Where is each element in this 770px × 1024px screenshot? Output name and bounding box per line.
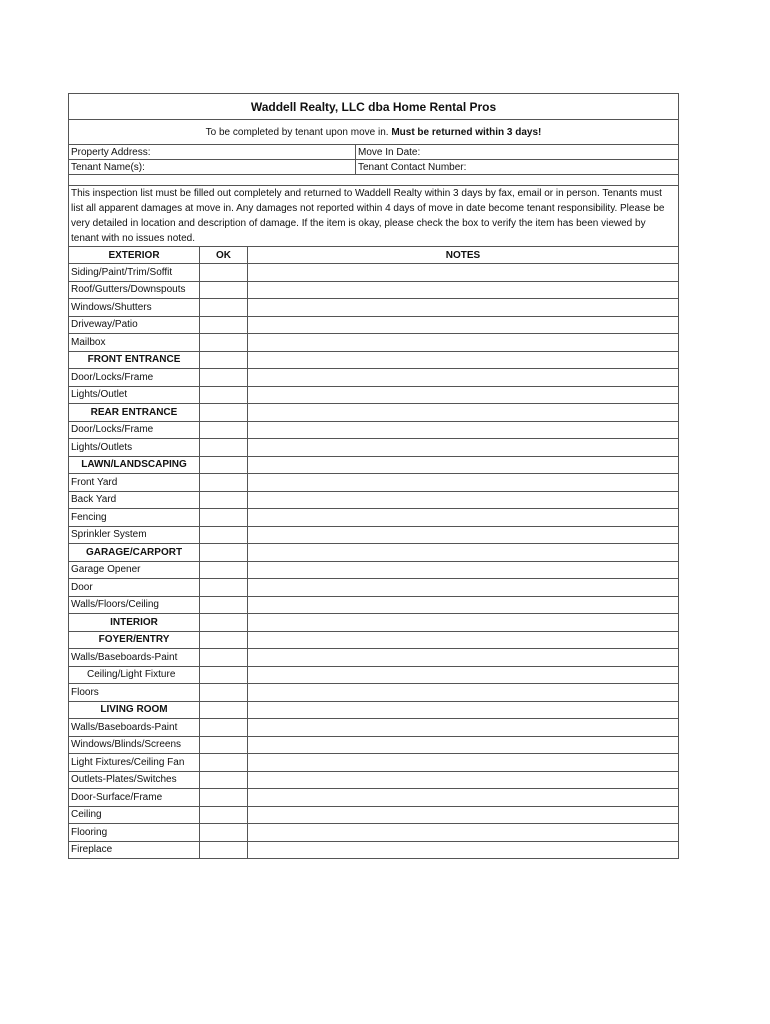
table-row [69,491,679,509]
table-row [69,264,679,282]
ok-checkbox-cell[interactable] [200,351,248,369]
item-label: Floors [69,684,200,702]
table-row [69,806,679,824]
table-row [69,526,679,544]
ok-checkbox-cell[interactable] [200,824,248,842]
notes-cell[interactable] [248,771,679,789]
notes-cell[interactable] [248,316,679,334]
table-row [69,666,679,684]
notes-cell[interactable] [248,491,679,509]
ok-checkbox-cell[interactable] [200,561,248,579]
item-label: Back Yard [69,491,200,509]
section-row [69,404,679,422]
table-row [69,509,679,527]
notes-cell[interactable] [248,561,679,579]
tenant-contact-field[interactable]: Tenant Contact Number: [356,160,679,175]
notes-cell[interactable] [248,596,679,614]
ok-checkbox-cell[interactable] [200,701,248,719]
subtitle-text: To be completed by tenant upon move in. [205,126,392,138]
form-table [68,93,679,859]
item-label: Front Yard [69,474,200,492]
ok-checkbox-cell[interactable] [200,316,248,334]
table-row [69,299,679,317]
item-label: Garage Opener [69,561,200,579]
item-label: Sprinkler System [69,526,200,544]
notes-cell[interactable] [248,439,679,457]
item-label: Door/Locks/Frame [69,369,200,387]
table-row [69,579,679,597]
item-label: Ceiling/Light Fixture [69,666,200,684]
item-label: Walls/Baseboards-Paint [69,649,200,667]
ok-checkbox-cell[interactable] [200,421,248,439]
section-row [69,614,679,632]
notes-cell[interactable] [248,526,679,544]
ok-checkbox-cell[interactable] [200,439,248,457]
item-label: Siding/Paint/Trim/Soffit [69,264,200,282]
table-row [69,386,679,404]
ok-checkbox-cell[interactable] [200,771,248,789]
notes-cell[interactable] [248,334,679,352]
table-row [69,719,679,737]
table-row [69,754,679,772]
ok-checkbox-cell[interactable] [200,719,248,737]
item-label: Windows/Blinds/Screens [69,736,200,754]
item-label: Walls/Baseboards-Paint [69,719,200,737]
item-label: Lights/Outlet [69,386,200,404]
section-row [69,631,679,649]
ok-checkbox-cell[interactable] [200,526,248,544]
notes-cell[interactable] [248,509,679,527]
table-row [69,684,679,702]
section-heading: FRONT ENTRANCE [69,351,200,369]
notes-cell[interactable] [248,351,679,369]
notes-cell[interactable] [248,841,679,859]
notes-cell[interactable] [248,474,679,492]
ok-checkbox-cell[interactable] [200,264,248,282]
column-ok: OK [200,247,248,264]
notes-cell[interactable] [248,684,679,702]
notes-cell[interactable] [248,264,679,282]
notes-cell[interactable] [248,666,679,684]
item-label: Light Fixtures/Ceiling Fan [69,754,200,772]
form-subtitle [69,120,679,145]
instructions-text: This inspection list must be filled out completely and returned to Waddell Realty within 3 days by fax, email or in person. Tenants must list all apparent damages at move in. Any damages not reported within 4 days of move in date become tenant responsibility. Please be very detailed in location and description of damage. If the item is okay, please check the box to verify the item has been viewed by tenant with no issues noted. [69,186,679,247]
notes-cell[interactable] [248,281,679,299]
ok-checkbox-cell[interactable] [200,281,248,299]
ok-checkbox-cell[interactable] [200,631,248,649]
ok-checkbox-cell[interactable] [200,754,248,772]
ok-checkbox-cell[interactable] [200,544,248,562]
table-row [69,439,679,457]
ok-checkbox-cell[interactable] [200,404,248,422]
ok-checkbox-cell[interactable] [200,579,248,597]
item-label: Fireplace [69,841,200,859]
ok-checkbox-cell[interactable] [200,649,248,667]
form-title: Waddell Realty, LLC dba Home Rental Pros [69,94,679,120]
section-heading: LIVING ROOM [69,701,200,719]
column-notes: NOTES [248,247,679,264]
section-heading: REAR ENTRANCE [69,404,200,422]
section-row [69,544,679,562]
notes-cell[interactable] [248,386,679,404]
item-label: Roof/Gutters/Downspouts [69,281,200,299]
notes-cell[interactable] [248,421,679,439]
item-label: Fencing [69,509,200,527]
section-row [69,351,679,369]
notes-cell[interactable] [248,736,679,754]
table-row [69,841,679,859]
notes-cell[interactable] [248,579,679,597]
section-heading: FOYER/ENTRY [69,631,200,649]
notes-cell[interactable] [248,754,679,772]
item-label: Driveway/Patio [69,316,200,334]
table-row [69,596,679,614]
table-row [69,421,679,439]
table-row [69,789,679,807]
ok-checkbox-cell[interactable] [200,841,248,859]
notes-cell[interactable] [248,369,679,387]
table-row [69,474,679,492]
item-label: Ceiling [69,806,200,824]
notes-cell[interactable] [248,806,679,824]
notes-cell[interactable] [248,719,679,737]
item-label: Door [69,579,200,597]
tenant-names-field[interactable]: Tenant Name(s): [69,160,356,175]
item-label: Walls/Floors/Ceiling [69,596,200,614]
notes-cell[interactable] [248,649,679,667]
notes-cell[interactable] [248,631,679,649]
table-row [69,561,679,579]
item-label: Windows/Shutters [69,299,200,317]
notes-cell[interactable] [248,789,679,807]
ok-checkbox-cell[interactable] [200,456,248,474]
table-row [69,316,679,334]
section-row [69,456,679,474]
notes-cell[interactable] [248,544,679,562]
ok-checkbox-cell[interactable] [200,789,248,807]
item-label: Door-Surface/Frame [69,789,200,807]
notes-cell[interactable] [248,614,679,632]
item-label: Lights/Outlets [69,439,200,457]
ok-checkbox-cell[interactable] [200,369,248,387]
table-row [69,824,679,842]
ok-checkbox-cell[interactable] [200,736,248,754]
inspection-form [68,93,678,859]
subtitle-deadline: Must be returned within 3 days! [391,126,542,138]
section-heading: GARAGE/CARPORT [69,544,200,562]
table-row [69,334,679,352]
ok-checkbox-cell[interactable] [200,491,248,509]
notes-cell[interactable] [248,701,679,719]
ok-checkbox-cell[interactable] [200,386,248,404]
table-row [69,736,679,754]
section-row [69,701,679,719]
notes-cell[interactable] [248,299,679,317]
ok-checkbox-cell[interactable] [200,614,248,632]
ok-checkbox-cell[interactable] [200,684,248,702]
item-label: Mailbox [69,334,200,352]
notes-cell[interactable] [248,456,679,474]
table-row [69,281,679,299]
table-row [69,649,679,667]
ok-checkbox-cell[interactable] [200,596,248,614]
column-exterior: EXTERIOR [69,247,200,264]
section-heading: INTERIOR [69,614,200,632]
ok-checkbox-cell[interactable] [200,806,248,824]
spacer-row [69,175,679,186]
table-row [69,771,679,789]
notes-cell[interactable] [248,824,679,842]
table-row [69,369,679,387]
property-address-field[interactable]: Property Address: [69,145,356,160]
ok-checkbox-cell[interactable] [200,474,248,492]
item-label: Flooring [69,824,200,842]
ok-checkbox-cell[interactable] [200,666,248,684]
notes-cell[interactable] [248,404,679,422]
section-heading: LAWN/LANDSCAPING [69,456,200,474]
item-label: Outlets-Plates/Switches [69,771,200,789]
item-label: Door/Locks/Frame [69,421,200,439]
ok-checkbox-cell[interactable] [200,334,248,352]
move-in-date-field[interactable]: Move In Date: [356,145,679,160]
ok-checkbox-cell[interactable] [200,509,248,527]
ok-checkbox-cell[interactable] [200,299,248,317]
